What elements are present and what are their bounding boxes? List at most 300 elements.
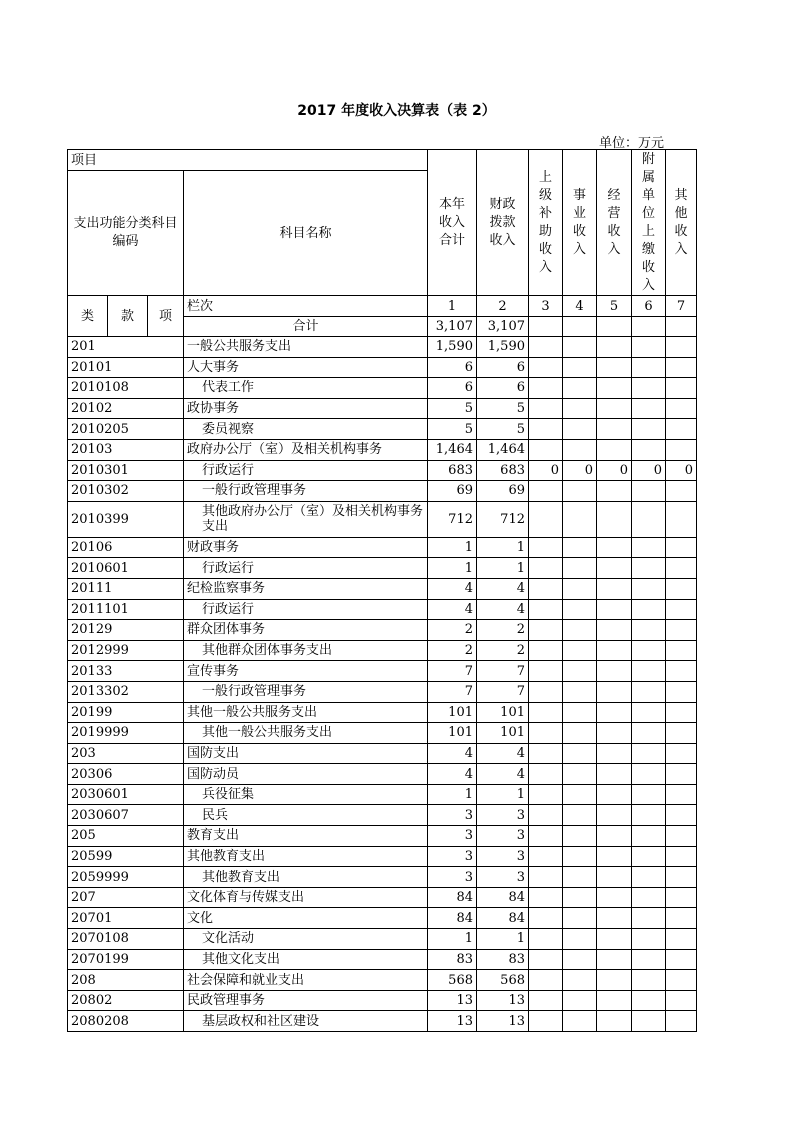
- row-c4: [563, 702, 597, 723]
- table-row: [68, 481, 697, 502]
- row-c3: [529, 929, 563, 950]
- row-c2: 2: [477, 620, 529, 641]
- row-c4: [563, 398, 597, 419]
- row-c6: [632, 1011, 666, 1032]
- col-number-2: 2: [477, 296, 529, 317]
- row-name: 教育支出: [184, 826, 428, 847]
- row-c7: [666, 867, 697, 888]
- header-code-group: 支出功能分类科目编码: [68, 171, 184, 296]
- row-name: 其他群众团体事务支出: [184, 640, 428, 661]
- row-c2: 101: [477, 723, 529, 744]
- row-c4: [563, 908, 597, 929]
- row-code: 2013302: [68, 681, 184, 702]
- row-code: 20133: [68, 661, 184, 682]
- row-code: 2059999: [68, 867, 184, 888]
- row-c2: 712: [477, 501, 529, 537]
- row-code: 2010301: [68, 460, 184, 481]
- row-c1: 1: [428, 929, 477, 950]
- row-code: 2010108: [68, 378, 184, 399]
- row-c3: [529, 784, 563, 805]
- row-name: 其他一般公共服务支出: [184, 723, 428, 744]
- row-c3: [529, 599, 563, 620]
- table-row: [68, 357, 697, 378]
- row-c4: [563, 826, 597, 847]
- row-code: 20106: [68, 537, 184, 558]
- col-number-5: 5: [597, 296, 632, 317]
- row-c2: 3: [477, 805, 529, 826]
- table-row: [68, 398, 697, 419]
- row-code: 20599: [68, 846, 184, 867]
- row-c4: [563, 661, 597, 682]
- row-c4: [563, 764, 597, 785]
- row-name: 行政运行: [184, 460, 428, 481]
- row-c5: [597, 419, 632, 440]
- row-c6: [632, 702, 666, 723]
- row-c7: [666, 481, 697, 502]
- row-c4: [563, 439, 597, 460]
- row-c7: [666, 846, 697, 867]
- row-c6: [632, 681, 666, 702]
- row-c3: [529, 537, 563, 558]
- row-c7: [666, 558, 697, 579]
- row-c7: [666, 378, 697, 399]
- row-code: 20306: [68, 764, 184, 785]
- total-c1: 3,107: [428, 317, 477, 337]
- row-code: 20199: [68, 702, 184, 723]
- row-c3: [529, 908, 563, 929]
- row-name: 其他文化支出: [184, 949, 428, 970]
- header-name: 科目名称: [184, 171, 428, 296]
- row-c5: [597, 743, 632, 764]
- page-title: 2017 年度收入决算表（表 2）: [297, 103, 496, 119]
- row-c7: [666, 887, 697, 908]
- row-name: 宣传事务: [184, 661, 428, 682]
- row-c3: [529, 743, 563, 764]
- table-row: [68, 661, 697, 682]
- row-c7: [666, 1011, 697, 1032]
- row-c5: [597, 537, 632, 558]
- row-c5: [597, 949, 632, 970]
- row-c7: [666, 681, 697, 702]
- row-c4: [563, 805, 597, 826]
- row-c3: [529, 949, 563, 970]
- header-col2: 财政拨款收入: [477, 150, 529, 296]
- row-c6: [632, 846, 666, 867]
- row-c6: [632, 398, 666, 419]
- row-code: 2070108: [68, 929, 184, 950]
- row-c2: 4: [477, 764, 529, 785]
- row-c4: [563, 949, 597, 970]
- row-c3: [529, 723, 563, 744]
- row-name: 兵役征集: [184, 784, 428, 805]
- row-c5: [597, 764, 632, 785]
- row-c3: [529, 990, 563, 1011]
- header-col1: 本年收入合计: [428, 150, 477, 296]
- row-c2: 4: [477, 743, 529, 764]
- row-name: 其他一般公共服务支出: [184, 702, 428, 723]
- row-code: 20111: [68, 578, 184, 599]
- row-code: 20802: [68, 990, 184, 1011]
- row-c4: 0: [563, 460, 597, 481]
- row-c6: [632, 599, 666, 620]
- table-row: [68, 537, 697, 558]
- row-c3: [529, 337, 563, 358]
- row-c2: 1: [477, 558, 529, 579]
- unit-label: 单位：万元: [598, 136, 664, 151]
- row-c7: [666, 640, 697, 661]
- row-code: 2010205: [68, 419, 184, 440]
- row-c1: 13: [428, 1011, 477, 1032]
- header-col3: 上级补助收入: [529, 150, 563, 296]
- row-c6: [632, 378, 666, 399]
- row-c6: [632, 826, 666, 847]
- table-row: [68, 723, 697, 744]
- row-c6: [632, 949, 666, 970]
- row-code: 208: [68, 970, 184, 991]
- row-c4: [563, 599, 597, 620]
- row-code: 205: [68, 826, 184, 847]
- row-c1: 5: [428, 398, 477, 419]
- row-c1: 5: [428, 419, 477, 440]
- row-c5: [597, 846, 632, 867]
- row-c6: [632, 784, 666, 805]
- row-c6: [632, 578, 666, 599]
- row-c1: 13: [428, 990, 477, 1011]
- row-c6: [632, 764, 666, 785]
- row-c3: [529, 439, 563, 460]
- table-row: [68, 599, 697, 620]
- row-c3: [529, 826, 563, 847]
- row-c7: [666, 620, 697, 641]
- row-c6: [632, 908, 666, 929]
- row-code: 20701: [68, 908, 184, 929]
- row-code: 2010399: [68, 501, 184, 537]
- row-c2: 5: [477, 419, 529, 440]
- header-kuan: 款: [108, 296, 148, 337]
- row-c2: 2: [477, 640, 529, 661]
- row-c7: [666, 949, 697, 970]
- table-row: [68, 887, 697, 908]
- row-c5: [597, 640, 632, 661]
- row-c1: 69: [428, 481, 477, 502]
- row-code: 2011101: [68, 599, 184, 620]
- row-c4: [563, 419, 597, 440]
- header-col4: 事业收入: [563, 150, 597, 296]
- row-c4: [563, 357, 597, 378]
- total-label: 合计: [184, 317, 428, 337]
- row-name: 基层政权和社区建设: [184, 1011, 428, 1032]
- row-c4: [563, 640, 597, 661]
- row-c1: 1: [428, 784, 477, 805]
- row-c1: 1,464: [428, 439, 477, 460]
- header-xiang: 项: [148, 296, 184, 337]
- row-c1: 4: [428, 743, 477, 764]
- table-row: [68, 908, 697, 929]
- row-c1: 712: [428, 501, 477, 537]
- row-c7: [666, 357, 697, 378]
- table-row: [68, 702, 697, 723]
- row-c5: [597, 867, 632, 888]
- row-c2: 6: [477, 378, 529, 399]
- row-c7: [666, 578, 697, 599]
- row-code: 2070199: [68, 949, 184, 970]
- row-c5: [597, 398, 632, 419]
- header-col5: 经营收入: [597, 150, 632, 296]
- row-c2: 3: [477, 826, 529, 847]
- row-c2: 13: [477, 990, 529, 1011]
- row-name: 委员视察: [184, 419, 428, 440]
- row-c7: [666, 599, 697, 620]
- row-c2: 1: [477, 929, 529, 950]
- row-c3: [529, 640, 563, 661]
- row-c7: [666, 419, 697, 440]
- row-c1: 84: [428, 908, 477, 929]
- row-c4: [563, 929, 597, 950]
- row-name: 国防动员: [184, 764, 428, 785]
- row-code: 20103: [68, 439, 184, 460]
- row-c4: [563, 337, 597, 358]
- row-c4: [563, 723, 597, 744]
- row-c6: [632, 867, 666, 888]
- row-c5: [597, 439, 632, 460]
- row-c5: [597, 681, 632, 702]
- row-c4: [563, 537, 597, 558]
- row-c4: [563, 887, 597, 908]
- table-row: [68, 681, 697, 702]
- table-row: [68, 439, 697, 460]
- row-c3: [529, 481, 563, 502]
- row-c2: 6: [477, 357, 529, 378]
- row-c3: [529, 764, 563, 785]
- row-name: 政协事务: [184, 398, 428, 419]
- row-c2: 1: [477, 784, 529, 805]
- row-c2: 4: [477, 578, 529, 599]
- row-code: 20102: [68, 398, 184, 419]
- row-c4: [563, 501, 597, 537]
- row-c5: [597, 578, 632, 599]
- row-c3: [529, 398, 563, 419]
- row-name: 群众团体事务: [184, 620, 428, 641]
- row-name: 一般行政管理事务: [184, 681, 428, 702]
- row-c1: 101: [428, 723, 477, 744]
- row-c3: [529, 378, 563, 399]
- row-c3: 0: [529, 460, 563, 481]
- row-name: 国防支出: [184, 743, 428, 764]
- row-c5: [597, 784, 632, 805]
- row-c7: [666, 784, 697, 805]
- table-row: [68, 784, 697, 805]
- row-code: 2080208: [68, 1011, 184, 1032]
- table-row: [68, 378, 697, 399]
- row-name: 人大事务: [184, 357, 428, 378]
- row-code: 2030601: [68, 784, 184, 805]
- row-c1: 6: [428, 378, 477, 399]
- row-c2: 13: [477, 1011, 529, 1032]
- row-code: 20101: [68, 357, 184, 378]
- header-project: 项目: [68, 150, 428, 171]
- row-c6: 0: [632, 460, 666, 481]
- row-c1: 4: [428, 764, 477, 785]
- row-c5: [597, 599, 632, 620]
- header-lei: 类: [68, 296, 108, 337]
- row-c2: 83: [477, 949, 529, 970]
- row-c4: [563, 681, 597, 702]
- row-c2: 1,590: [477, 337, 529, 358]
- row-c5: [597, 1011, 632, 1032]
- row-c4: [563, 867, 597, 888]
- table-row: [68, 867, 697, 888]
- row-c2: 3: [477, 867, 529, 888]
- row-code: 2010302: [68, 481, 184, 502]
- table-row: [68, 764, 697, 785]
- row-c6: [632, 743, 666, 764]
- row-c1: 7: [428, 661, 477, 682]
- row-c2: 4: [477, 599, 529, 620]
- col-number-1: 1: [428, 296, 477, 317]
- row-code: 2019999: [68, 723, 184, 744]
- row-c7: [666, 337, 697, 358]
- row-c7: [666, 970, 697, 991]
- row-c5: [597, 929, 632, 950]
- row-c7: [666, 398, 697, 419]
- row-c1: 3: [428, 867, 477, 888]
- row-c7: [666, 990, 697, 1011]
- table-row: [68, 1011, 697, 1032]
- header-col6: 附属单位上缴收入: [632, 150, 666, 296]
- row-c5: [597, 908, 632, 929]
- table-row: [68, 620, 697, 641]
- row-c1: 2: [428, 620, 477, 641]
- col-number-3: 3: [529, 296, 563, 317]
- row-c2: 84: [477, 887, 529, 908]
- row-code: 2010601: [68, 558, 184, 579]
- row-name: 代表工作: [184, 378, 428, 399]
- row-c3: [529, 846, 563, 867]
- row-c6: [632, 439, 666, 460]
- row-name: 政府办公厅（室）及相关机构事务: [184, 439, 428, 460]
- row-code: 207: [68, 887, 184, 908]
- row-c7: [666, 723, 697, 744]
- row-c6: [632, 357, 666, 378]
- row-c5: [597, 661, 632, 682]
- row-c1: 3: [428, 826, 477, 847]
- row-name: 其他教育支出: [184, 846, 428, 867]
- row-c4: [563, 846, 597, 867]
- row-name: 文化: [184, 908, 428, 929]
- row-c6: [632, 723, 666, 744]
- row-c1: 84: [428, 887, 477, 908]
- table-row: [68, 640, 697, 661]
- row-code: 2030607: [68, 805, 184, 826]
- row-c1: 101: [428, 702, 477, 723]
- row-c2: 1: [477, 537, 529, 558]
- row-c2: 5: [477, 398, 529, 419]
- row-c3: [529, 702, 563, 723]
- row-code: 201: [68, 337, 184, 358]
- row-c3: [529, 681, 563, 702]
- row-name: 行政运行: [184, 599, 428, 620]
- row-c7: [666, 743, 697, 764]
- table-row: [68, 990, 697, 1011]
- row-c7: [666, 537, 697, 558]
- row-c6: [632, 558, 666, 579]
- header-lanci: 栏次: [184, 296, 428, 317]
- col-number-4: 4: [563, 296, 597, 317]
- row-c5: [597, 826, 632, 847]
- row-c1: 4: [428, 578, 477, 599]
- row-c7: [666, 764, 697, 785]
- row-name: 社会保障和就业支出: [184, 970, 428, 991]
- row-c7: 0: [666, 460, 697, 481]
- row-c7: [666, 702, 697, 723]
- row-c5: 0: [597, 460, 632, 481]
- row-c5: [597, 887, 632, 908]
- row-name: 其他教育支出: [184, 867, 428, 888]
- row-c1: 1,590: [428, 337, 477, 358]
- table-row: [68, 419, 697, 440]
- row-name: 行政运行: [184, 558, 428, 579]
- row-c7: [666, 661, 697, 682]
- row-c7: [666, 805, 697, 826]
- row-c6: [632, 337, 666, 358]
- row-c1: 6: [428, 357, 477, 378]
- row-c3: [529, 1011, 563, 1032]
- col-number-7: 7: [666, 296, 697, 317]
- row-c7: [666, 826, 697, 847]
- table-row: [68, 826, 697, 847]
- row-c1: 683: [428, 460, 477, 481]
- table-row: [68, 578, 697, 599]
- table-row: [68, 558, 697, 579]
- row-c3: [529, 357, 563, 378]
- row-c6: [632, 929, 666, 950]
- row-c5: [597, 702, 632, 723]
- row-c4: [563, 1011, 597, 1032]
- row-c1: 7: [428, 681, 477, 702]
- table-row: [68, 805, 697, 826]
- row-c6: [632, 661, 666, 682]
- row-name: 一般行政管理事务: [184, 481, 428, 502]
- row-name: 民政管理事务: [184, 990, 428, 1011]
- row-name: 民兵: [184, 805, 428, 826]
- row-name: 一般公共服务支出: [184, 337, 428, 358]
- row-c2: 3: [477, 846, 529, 867]
- row-c5: [597, 723, 632, 744]
- row-c2: 568: [477, 970, 529, 991]
- row-c6: [632, 805, 666, 826]
- row-c7: [666, 501, 697, 537]
- row-name: 其他政府办公厅（室）及相关机构事务支出: [184, 501, 428, 537]
- row-c5: [597, 620, 632, 641]
- table-row: [68, 970, 697, 991]
- table-row: [68, 846, 697, 867]
- row-c6: [632, 537, 666, 558]
- row-c4: [563, 990, 597, 1011]
- row-c2: 101: [477, 702, 529, 723]
- row-c2: 7: [477, 681, 529, 702]
- row-c5: [597, 990, 632, 1011]
- row-c3: [529, 867, 563, 888]
- row-name: 文化体育与传媒支出: [184, 887, 428, 908]
- row-c5: [597, 357, 632, 378]
- row-c2: 69: [477, 481, 529, 502]
- row-c1: 83: [428, 949, 477, 970]
- row-c7: [666, 929, 697, 950]
- table-row: [68, 743, 697, 764]
- row-c3: [529, 887, 563, 908]
- row-c1: 1: [428, 558, 477, 579]
- row-c4: [563, 578, 597, 599]
